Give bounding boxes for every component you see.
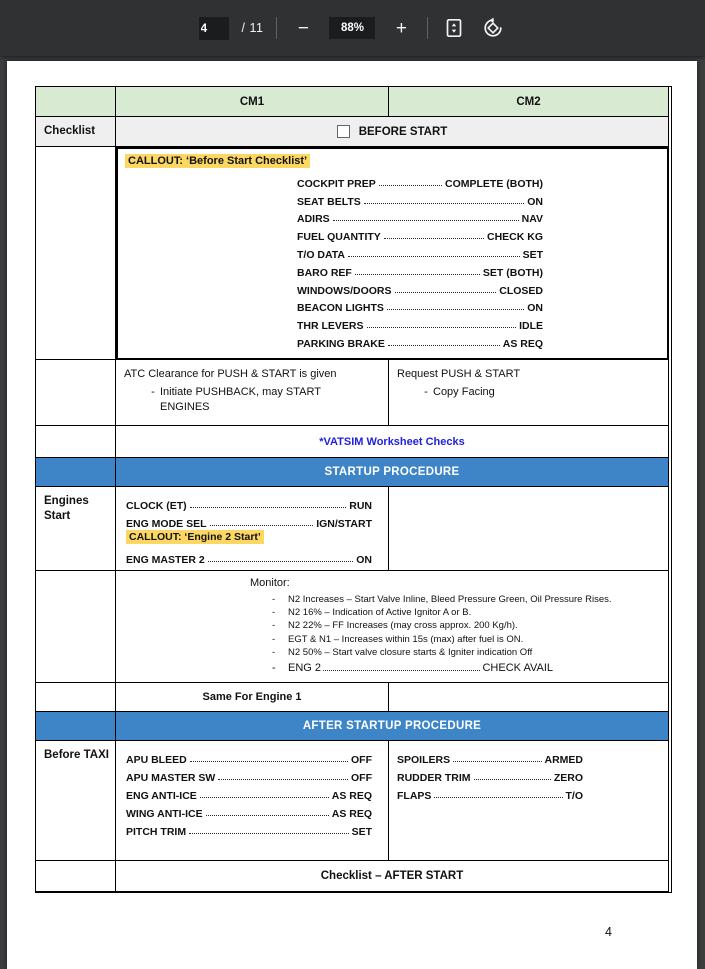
item-value: SET	[351, 826, 372, 838]
bullet-marker: -	[272, 646, 276, 658]
monitor-block	[116, 571, 669, 683]
section-band-side	[36, 712, 116, 741]
checklist-item	[126, 820, 372, 838]
dotted-leader	[323, 670, 480, 671]
item-label: PITCH TRIM	[126, 826, 187, 838]
dotted-leader	[333, 220, 519, 221]
checklist-item	[297, 332, 543, 350]
checklist-item	[126, 766, 372, 784]
eng2-check-line	[250, 662, 660, 674]
item-value: CHECK AVAIL	[482, 662, 553, 675]
checklist-item	[297, 172, 543, 190]
minus-icon: −	[297, 17, 309, 39]
plus-icon: +	[395, 17, 407, 39]
item-value: ON	[356, 554, 372, 566]
dotted-leader	[379, 185, 442, 186]
before-taxi-cm2	[389, 741, 669, 861]
empty-side-cell	[36, 426, 116, 458]
before-taxi-cm1	[116, 741, 389, 861]
toolbar-divider	[276, 17, 277, 39]
monitor-bullet-text: N2 16% – Indication of Active Ignitor A or B.	[288, 607, 472, 619]
zoom-level-badge: 88%	[329, 17, 375, 39]
item-value: SET	[522, 248, 543, 261]
item-value: AS REQ	[331, 790, 372, 802]
item-label: SEAT BELTS	[297, 195, 361, 208]
item-value: CLOSED	[499, 284, 543, 297]
pdf-toolbar	[0, 0, 705, 56]
bullet-marker: -	[424, 386, 428, 398]
checklist-item	[126, 784, 372, 802]
engine-2-callout: CALLOUT: ‘Engine 2 Start’	[126, 530, 264, 544]
item-label: ENG 2	[288, 662, 322, 675]
zoom-out-button[interactable]	[290, 15, 316, 41]
bullet-marker: -	[272, 662, 276, 675]
item-value: OFF	[351, 772, 372, 784]
item-label: ENG MASTER 2	[126, 554, 205, 566]
item-label: BEACON LIGHTS	[297, 302, 384, 315]
item-value: RUN	[349, 500, 372, 512]
item-value: AS REQ	[331, 808, 372, 820]
engines-start-cm2-empty	[389, 487, 669, 571]
item-label: T/O DATA	[297, 248, 346, 261]
checklist-item	[397, 766, 583, 784]
checkbox-icon	[337, 125, 350, 138]
item-label: SPOILERS	[397, 754, 451, 766]
item-value: OFF	[351, 754, 372, 766]
monitor-bullet	[250, 593, 660, 606]
item-label: PARKING BRAKE	[297, 337, 385, 350]
checklist-item	[297, 190, 543, 208]
item-label: BARO REF	[297, 266, 352, 279]
item-label: RUDDER TRIM	[397, 772, 471, 784]
item-value: ARMED	[544, 754, 583, 766]
dotted-leader	[434, 797, 562, 798]
item-value: ON	[527, 195, 543, 208]
item-value: T/O	[565, 790, 583, 802]
item-value: ON	[527, 302, 543, 315]
checklist-table	[35, 86, 672, 893]
dotted-leader	[367, 327, 517, 328]
dotted-leader	[208, 561, 353, 562]
before-start-title-cell	[116, 117, 669, 147]
copy-facing-text: Copy Facing	[433, 386, 495, 398]
zoom-in-button[interactable]	[388, 15, 414, 41]
item-value: IGN/START	[316, 518, 372, 530]
atc-clearance-cm1	[116, 360, 389, 426]
empty-side-cell	[36, 147, 116, 360]
item-label: CLOCK (ET)	[126, 500, 187, 512]
vatsim-note: *VATSIM Worksheet Checks	[116, 426, 669, 458]
monitor-bullet	[250, 606, 660, 619]
item-label: ENG MODE SEL	[126, 518, 207, 530]
bullet-marker: -	[272, 633, 276, 645]
atc-clearance-text: ATC Clearance for PUSH & START is given	[124, 368, 337, 380]
monitor-bullet-text: N2 50% – Start valve closure starts & Igniter indication Off	[288, 646, 533, 658]
monitor-bullet-text: EGT & N1 – Increases within 15s (max) after fuel is ON.	[288, 633, 524, 645]
checklist-item	[297, 261, 543, 279]
before-start-callout-block	[116, 147, 669, 360]
dotted-leader	[206, 815, 329, 816]
checklist-item	[297, 314, 543, 332]
checklist-item	[126, 748, 372, 766]
request-push-cm2	[389, 360, 669, 426]
copy-facing-bullet-line	[419, 385, 658, 400]
item-value: COMPLETE (BOTH)	[445, 177, 543, 190]
before-start-title: BEFORE START	[358, 125, 448, 138]
monitor-bullet-text: N2 Increases – Start Valve Inline, Bleed Pressure Green, Oil Pressure Rises.	[288, 594, 612, 605]
checklist-item	[297, 225, 543, 243]
item-label: ADIRS	[297, 213, 330, 226]
rotate-button[interactable]	[480, 15, 506, 41]
footer-checklist-title: Checklist – AFTER START	[116, 861, 669, 892]
engines-start-label: Engines Start	[36, 487, 116, 571]
dotted-leader	[474, 779, 551, 780]
dotted-leader	[387, 309, 524, 310]
atc-bullet-line	[146, 385, 378, 415]
pdf-page	[7, 61, 697, 969]
toolbar-divider	[427, 17, 428, 39]
page-number-input[interactable]	[199, 17, 229, 40]
checklist-item	[297, 243, 543, 261]
monitor-bullet	[250, 646, 660, 659]
dotted-leader	[395, 292, 497, 293]
checklist-item	[126, 548, 372, 566]
item-value: NAV	[521, 213, 543, 226]
before-start-items	[297, 172, 543, 350]
empty-side-cell	[36, 360, 116, 426]
monitor-bullet	[250, 619, 660, 632]
dotted-leader	[453, 761, 541, 762]
item-value: AS REQ	[502, 337, 543, 350]
item-label: COCKPIT PREP	[297, 177, 376, 190]
item-label: APU BLEED	[126, 754, 187, 766]
checklist-item	[297, 279, 543, 297]
checklist-item	[397, 784, 583, 802]
item-label: WING ANTI-ICE	[126, 808, 203, 820]
checklist-item	[397, 748, 583, 766]
rotate-ccw-icon	[482, 17, 504, 39]
monitor-bullet	[250, 633, 660, 646]
table-corner-cell	[36, 87, 116, 117]
empty-side-cell	[36, 571, 116, 683]
dotted-leader	[364, 203, 524, 204]
dotted-leader	[355, 274, 480, 275]
item-value: ZERO	[553, 772, 583, 784]
checklist-item	[126, 802, 372, 820]
monitor-title: Monitor:	[250, 577, 290, 589]
fit-page-button[interactable]	[441, 15, 467, 41]
item-value: SET (BOTH)	[482, 266, 543, 279]
dotted-leader	[189, 833, 349, 834]
bullet-marker: -	[272, 620, 276, 632]
dotted-leader	[348, 256, 520, 257]
dotted-leader	[218, 779, 348, 780]
dotted-leader	[388, 345, 500, 346]
section-header-startup: STARTUP PROCEDURE	[116, 458, 669, 487]
item-label: FUEL QUANTITY	[297, 231, 381, 244]
monitor-bullet-text: N2 22% – FF Increases (may cross approx. 200 Kg/h).	[288, 620, 518, 632]
empty-side-cell	[36, 861, 116, 892]
same-for-engine1: Same For Engine 1	[116, 683, 389, 712]
checklist-item	[297, 297, 543, 315]
checklist-row-label: Checklist	[36, 117, 116, 147]
dotted-leader	[210, 525, 314, 526]
item-value: IDLE	[519, 320, 543, 333]
column-header-cm1: CM1	[116, 87, 389, 117]
empty-cm2-cell	[389, 683, 669, 712]
checklist-item	[126, 494, 372, 512]
bullet-marker: -	[151, 386, 155, 398]
item-label: WINDOWS/DOORS	[297, 284, 392, 297]
monitor-bullets	[250, 593, 660, 659]
page-count-label: / 11	[241, 21, 264, 35]
request-push-text: Request PUSH & START	[397, 368, 521, 380]
checklist-item	[297, 208, 543, 226]
empty-side-cell	[36, 683, 116, 712]
item-label: FLAPS	[397, 790, 432, 802]
before-taxi-label: Before TAXI	[36, 741, 116, 861]
dotted-leader	[384, 238, 484, 239]
item-label: THR LEVERS	[297, 320, 364, 333]
bullet-marker: -	[272, 607, 276, 619]
page-number-footer: 4	[605, 925, 612, 939]
dotted-leader	[200, 797, 329, 798]
item-label: APU MASTER SW	[126, 772, 216, 784]
fit-page-icon	[444, 18, 464, 38]
section-header-after-startup: AFTER STARTUP PROCEDURE	[116, 712, 669, 741]
callout-before-start: CALLOUT: ‘Before Start Checklist’	[125, 154, 310, 168]
item-label: ENG ANTI-ICE	[126, 790, 197, 802]
section-band-side	[36, 458, 116, 487]
column-header-cm2: CM2	[389, 87, 669, 117]
dotted-leader	[190, 761, 348, 762]
item-value: CHECK KG	[486, 231, 543, 244]
bullet-marker: -	[272, 594, 276, 605]
dotted-leader	[190, 507, 347, 508]
engines-start-cm1	[116, 487, 389, 571]
atc-bullet-text: Initiate PUSHBACK, may START ENGINES	[160, 386, 321, 413]
checklist-item	[126, 512, 372, 530]
